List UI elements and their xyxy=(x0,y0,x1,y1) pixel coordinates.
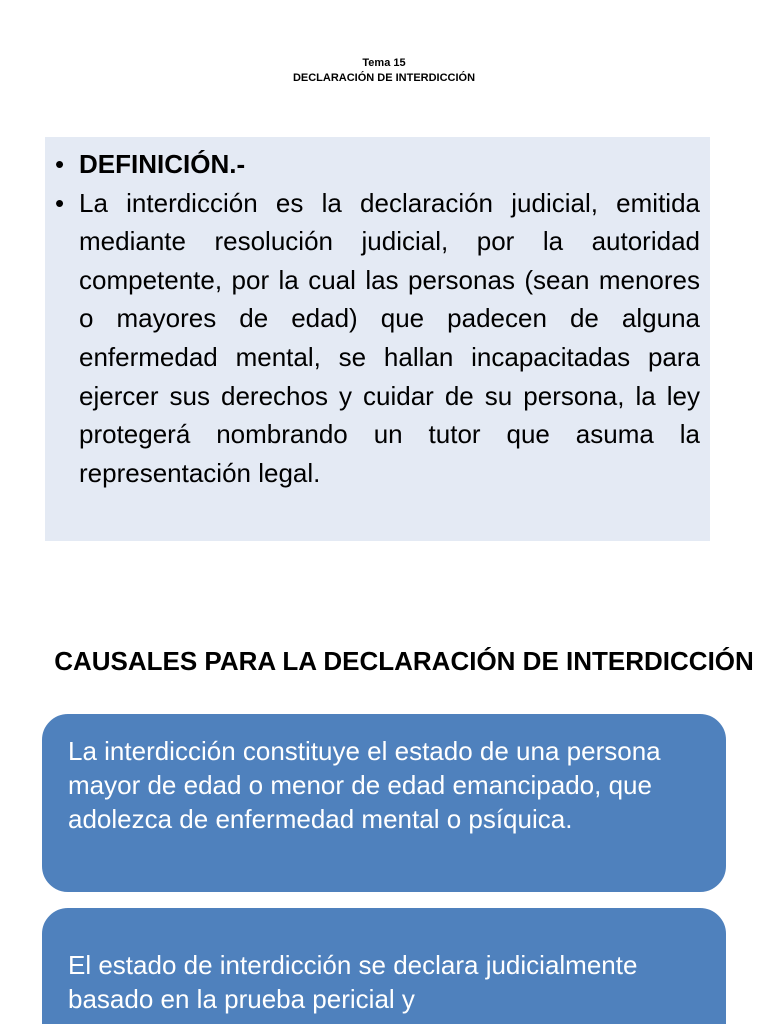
bullet-icon: • xyxy=(55,149,65,179)
document-title: DECLARACIÓN DE INTERDICCIÓN xyxy=(292,72,476,84)
definition-text: La interdicción es la declaración judicial, emitida mediante resolución judicial, por la autoridad competente, por la cual las personas (sean menores o mayores de edad) que padecen de alguna enfermedad mental, se hallan incapacitadas para ejercer sus derechos y cuidar de su persona, la ley protegerá nombrando un tutor que asuma la representación legal. xyxy=(79,187,700,488)
causal-item-text: El estado de interdicción se declara judicialmente basado en la prueba pericial y xyxy=(68,950,638,1014)
definition-box xyxy=(45,137,710,541)
causal-item-text: La interdicción constituye el estado de una persona mayor de edad o menor de edad emancipado, que adolezca de enfermedad mental o psíquica. xyxy=(68,736,661,834)
definition-text-bullet xyxy=(55,184,700,493)
document-header xyxy=(0,56,768,86)
definition-heading-bullet xyxy=(55,145,700,184)
definition-heading: DEFINICIÓN.- xyxy=(79,149,246,179)
bullet-icon: • xyxy=(55,187,65,218)
causal-item xyxy=(40,712,728,894)
causales-title: CAUSALES PARA LA DECLARACIÓN DE INTERDICCIÓN xyxy=(54,646,754,676)
causal-item xyxy=(40,906,728,1024)
topic-number: Tema 15 xyxy=(362,57,406,69)
